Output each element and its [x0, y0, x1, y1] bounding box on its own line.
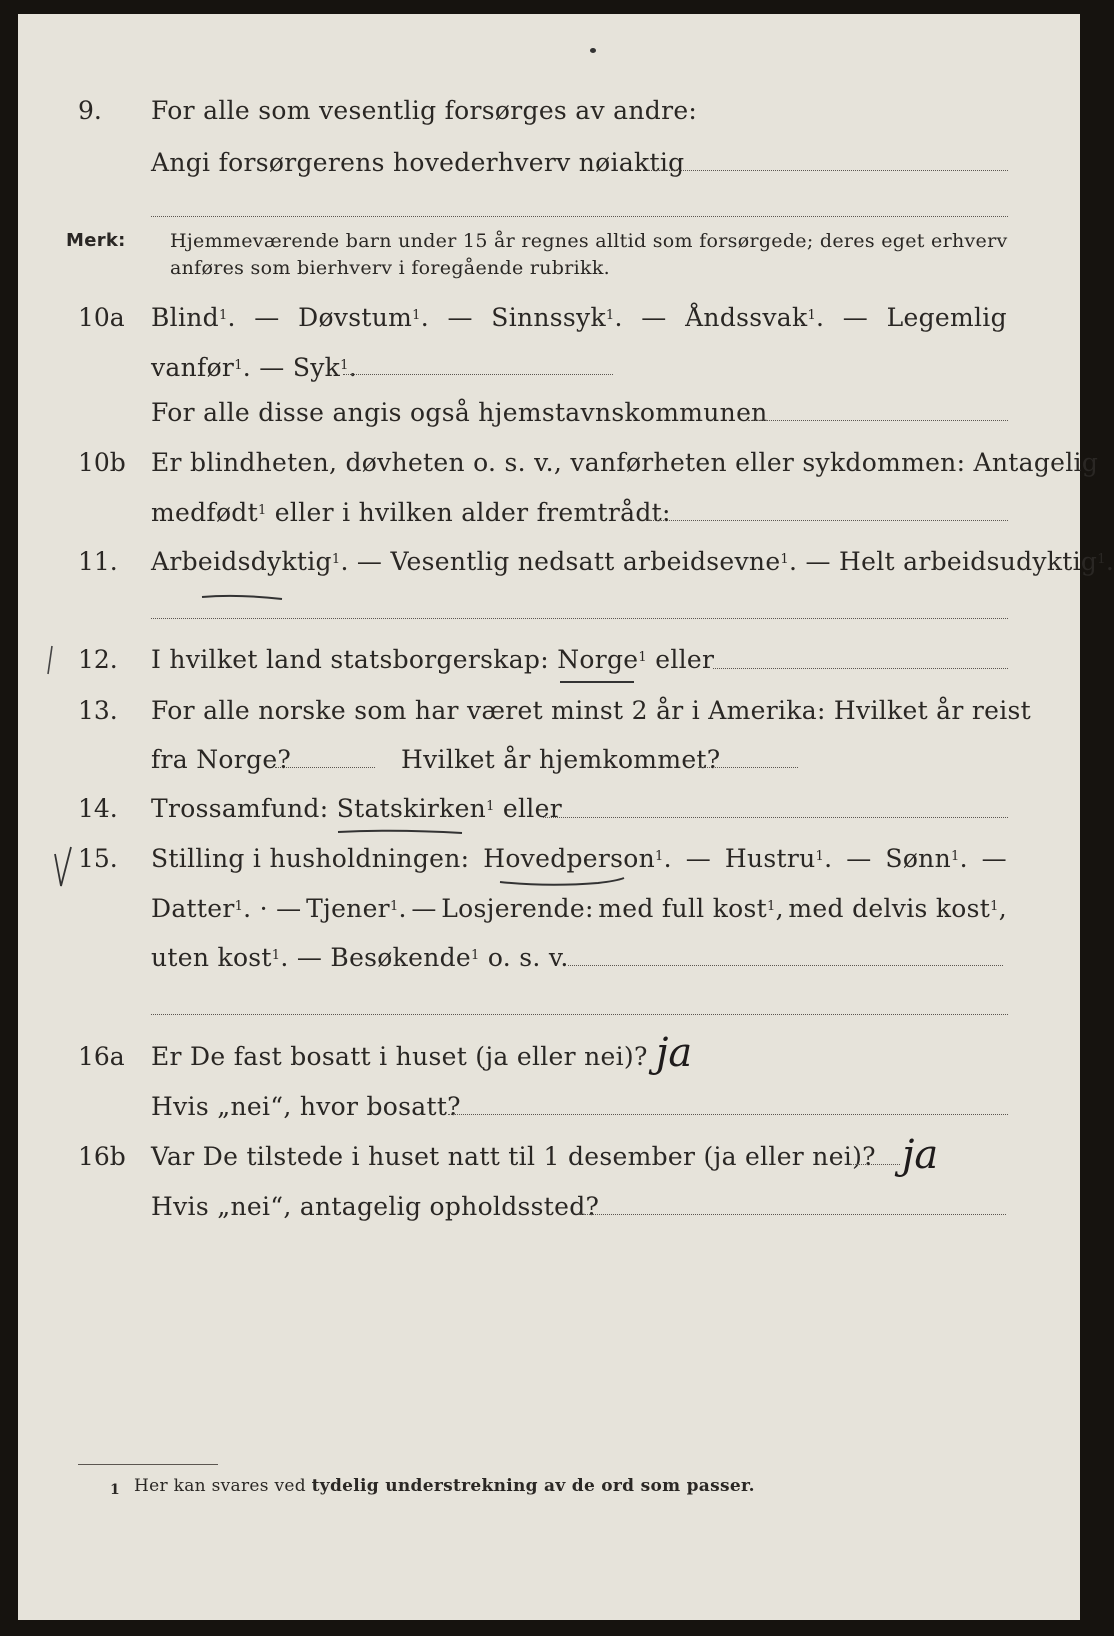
- q14-answer-line: [543, 817, 1008, 818]
- q15-answer-line2: [151, 1014, 1008, 1015]
- q10a-answer-line2: [748, 420, 1008, 421]
- footnote-mark: 1: [110, 1482, 121, 1498]
- statskirken-option: Statskirken: [336, 794, 487, 823]
- q9-line2: Angi forsørgerens hovederhverv nøiaktig: [151, 148, 685, 177]
- ink-dot: [590, 48, 596, 53]
- q16a-answer-line: [448, 1114, 1008, 1115]
- q10a-line2: vanfør$^1$. — Syk$^1$.: [151, 353, 357, 382]
- q16b-line1: Var De tilstede i huset natt til 1 desember (ja eller nei)?: [151, 1142, 876, 1171]
- q10b-line2: medfødt$^1$ eller i hvilken alder fremtrådt:: [151, 498, 671, 527]
- hovedperson-option: Hovedperson: [483, 844, 656, 873]
- q9-answer-line: [648, 170, 1008, 171]
- q15-answer-line: [568, 965, 1003, 966]
- q12-line: I hvilket land statsborgerskap: Norge$^1$ eller: [151, 645, 715, 674]
- q13-hjemkommet-answer-line: [698, 767, 798, 768]
- handwritten-underline-arbeidsdyktig: [198, 590, 288, 604]
- q9-number: 9.: [78, 96, 102, 125]
- q13-number: 13.: [78, 696, 118, 725]
- q16b-answer-line: [578, 1214, 1006, 1215]
- footnote-text: Her kan svares ved tydelig understrekning av de ord som passer.: [134, 1476, 755, 1496]
- q10b-number: 10b: [78, 448, 126, 477]
- q15-line3: uten kost$^1$. — Besøkende$^1$ o. s. v.: [151, 943, 569, 972]
- merk-label: Merk:: [66, 230, 126, 251]
- andssvak-label: Åndssvak: [685, 303, 808, 332]
- handwritten-underline-statskirken: [336, 826, 466, 838]
- q10a-number: 10a: [78, 303, 125, 332]
- q12-answer-line: [713, 668, 1008, 669]
- check-mark: [52, 844, 74, 890]
- q11-line: Arbeidsdyktig$^1$. — Vesentlig nedsatt arbeidsevne$^1$. — Helt arbeidsudyktig$^1$.: [151, 547, 1114, 576]
- q16b-handwritten-answer: ja: [902, 1132, 939, 1178]
- dovstum-label: Døvstum: [298, 303, 413, 332]
- q13-line2b: Hvilket år hjemkommet?: [401, 745, 721, 774]
- q16b-line2: Hvis „nei“, antagelig opholdssted?: [151, 1192, 600, 1221]
- q16b-number: 16b: [78, 1142, 126, 1171]
- q10a-answer-line: [343, 374, 613, 375]
- q9-line1: For alle som vesentlig forsørges av andre:: [151, 96, 698, 125]
- blind-label: Blind: [151, 303, 219, 332]
- q16a-number: 16a: [78, 1042, 125, 1071]
- q15-line2: Datter$^1$. · — Tjener$^1$. — Losjerende: med full kost$^1$, med delvis kost$^1$,: [151, 894, 1007, 923]
- q16a-line2: Hvis „nei“, hvor bosatt?: [151, 1092, 461, 1121]
- norge-option: Norge: [557, 645, 639, 674]
- q13-line2a: fra Norge?: [151, 745, 292, 774]
- census-form-page: [18, 14, 1114, 1620]
- arbeidsdyktig-option: Arbeidsdyktig: [151, 547, 332, 576]
- q14-line: Trossamfund: Statskirken$^1$ eller: [151, 794, 562, 823]
- q9-answer-line2: [151, 216, 1008, 217]
- merk-line2: anføres som bierhverv i foregående rubrikk.: [170, 257, 610, 279]
- handwritten-underline-hovedperson: [498, 874, 628, 890]
- q14-number: 14.: [78, 794, 118, 823]
- q10a-line1: Blind$^1$. — Døvstum$^1$. — Sinnssyk$^1$. — Åndssvak$^1$. — Legemlig: [151, 303, 1007, 332]
- q15-line1: Stilling i husholdningen: Hovedperson$^1$. — Hustru$^1$. — Sønn$^1$. —: [151, 844, 1007, 873]
- q12-number: 12.: [78, 645, 118, 674]
- q11-number: 11.: [78, 547, 118, 576]
- merk-line1: Hjemmeværende barn under 15 år regnes alltid som forsørgede; deres eget erhverv: [170, 230, 1008, 252]
- footnote-rule: [78, 1464, 218, 1465]
- q16b-answer-dots: [850, 1164, 900, 1165]
- q13-reist-answer-line: [275, 767, 375, 768]
- legemlig-label: Legemlig: [886, 303, 1007, 332]
- sinnssyk-label: Sinnssyk: [491, 303, 606, 332]
- q13-line1: For alle norske som har været minst 2 år i Amerika: Hvilket år reist: [151, 696, 1032, 725]
- handwritten-underline-norge: [558, 677, 638, 687]
- q16a-line1: Er De fast bosatt i huset (ja eller nei)?: [151, 1042, 648, 1071]
- q15-number: 15.: [78, 844, 118, 873]
- q10b-answer-line: [648, 520, 1008, 521]
- check-mark: [44, 644, 56, 678]
- q10b-line1: Er blindheten, døvheten o. s. v., vanførheten eller sykdommen: Antagelig: [151, 448, 1099, 477]
- q11-answer-line: [151, 618, 1008, 619]
- q16a-handwritten-answer: ja: [656, 1030, 693, 1076]
- q10a-line3: For alle disse angis også hjemstavnskommunen: [151, 398, 768, 427]
